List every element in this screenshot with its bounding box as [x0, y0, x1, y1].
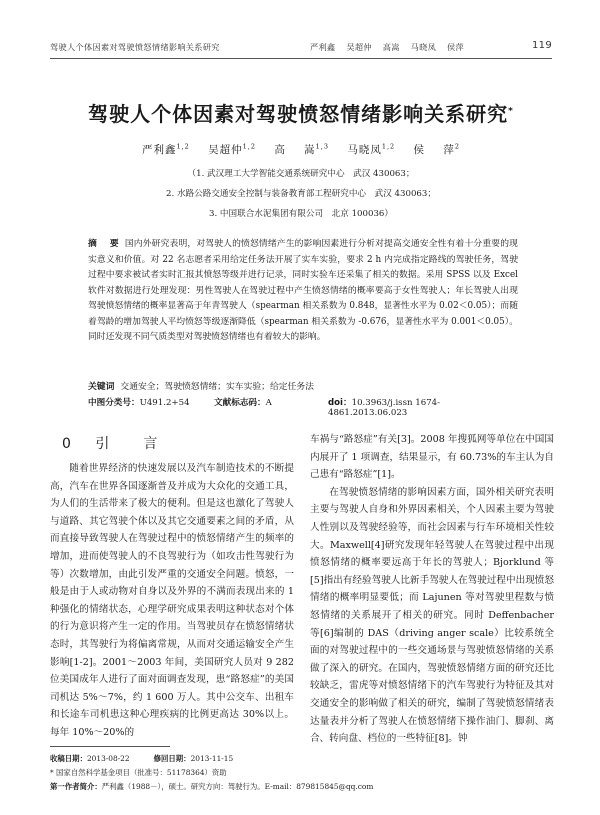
keywords-text: 交通安全；驾驶愤怒情绪；实车实验；给定任务法: [120, 382, 314, 392]
doi: [328, 396, 518, 418]
author-list: [50, 142, 552, 157]
author: [208, 144, 256, 156]
footnote-author: [50, 780, 552, 794]
body-column-right: [310, 431, 554, 748]
doi-label: doi：: [328, 398, 352, 408]
body-paragraph: 随着世界经济的快速发展以及汽车制造技术的不断提高，汽车在世界各国逐渐普及并成为大众化的交通工具，为人们的生活带来了极大的便利。但是这也激化了驾驶人与道路、其它驾驶个体以及其它交通要素之间的矛盾，从而直接导致驾驶人在驾驶过程中的愤怒情绪产生的频率的增加，进而使驾驶人的不良驾驶行为（如攻击性驾驶行为等）次数增加，由此引发严重的交通安全问题。愤怒，一般是由于人或动物对自身以及外界的不满而表现出来的 1 种强化的情绪状态，心理学研究成果表明这种状态对个体的行为意识将产生一定的作用。当驾驶员存在愤怒情绪状态时，其驾驶行为将偏离常规，从而对交通运输安全产生影响[1-2]。2001～2003 年间，美国研究人员对 9 282位美国成年人进行了面对面调查发现，患“路怒症”的美国司机达 5%～7%，约 1 600 万人。其中公交车、出租车和长途车司机患这种心理疾病的比例更高达 30%以上。每年 10%～20%的: [50, 463, 294, 738]
doc-value: A: [265, 398, 272, 408]
author-name: 吴超仲: [208, 144, 243, 156]
author-name: 马晓凤: [347, 144, 382, 156]
body-paragraph: 车祸与“路怒症”有关[3]。2008 年搜狐网等单位在中国国内展开了 1 项调查，结果显示，有 60.73%的车主认为自己患有“路怒症”[1]。: [310, 434, 554, 481]
page-number: 119: [532, 40, 552, 51]
keywords: [88, 379, 518, 392]
footnotes: [50, 752, 552, 794]
received-label: 收稿日期：: [50, 754, 87, 763]
author-affil-mark: 2: [454, 142, 461, 151]
keywords-label: 关键词: [88, 382, 115, 392]
doc-label: 文献标志码：: [214, 398, 266, 408]
paper-title-text: 驾驶人个体因素对驾驶愤怒情绪影响关系研究: [88, 102, 509, 126]
author: [414, 144, 460, 156]
author: [274, 144, 329, 156]
doi-value: 10.3963/j.issn 1674-4861.2013.06.023: [328, 398, 441, 418]
received-date: 2013-08-22: [86, 754, 130, 763]
body-column-left: [50, 460, 294, 742]
footnote-rule: [50, 746, 170, 747]
author-affil-mark: 1,2: [242, 142, 256, 151]
revised-date: 2013-11-15: [190, 754, 234, 763]
author-name: 高 嵩: [274, 144, 316, 156]
section-heading: [62, 433, 167, 453]
clc-value: U491.2+54: [139, 398, 190, 408]
author: [142, 144, 190, 156]
footnote-dates: [50, 752, 552, 766]
author-name: 严利鑫: [141, 144, 177, 156]
section-title: 引 言: [95, 436, 168, 452]
paper-title: [50, 98, 552, 127]
abstract-label: 摘 要: [88, 239, 121, 249]
abstract: [88, 237, 518, 346]
section-number: 0: [62, 436, 81, 452]
affiliation: （1. 武汉理工大学智能交通系统研究中心 武汉 430063；: [187, 169, 415, 179]
running-header-authors: 严利鑫 吴超仲 高嵩 马晓凤 侯萍: [310, 42, 464, 52]
header-rule: [50, 58, 552, 59]
clc-label: 中图分类号：: [88, 398, 140, 408]
author: [347, 144, 395, 156]
title-footnote-mark: *: [508, 106, 514, 117]
author-bio: 严利鑫（1988－），硕士。研究方向：驾驶行为。E-mail：879815845@qq.com: [101, 782, 374, 791]
body-paragraph: 在驾驶愤怒情绪的影响因素方面，国外相关研究表明主要与驾驶人自身和外界因素相关，个人因素主要为驾驶人性别以及驾驶经验等，而社会因素与行车环境相关性较大。Maxwell[4]研究发现年轻驾驶人在驾驶过程中出现愤怒情绪的概率要远高于年长的驾驶人；Bjorklund 等[5]指出有经验驾驶人比新手驾驶人在驾驶过程中出现愤怒情绪的概率明显要低；而 Lajunen 等对驾驶里程数与愤怒情绪的关系展开了相关的研究。同时 Deffenbacher 等[6]编制的 DAS（driving anger scale）比较系统全面的对驾驶过程中的一些交通场景与驾驶愤怒情绪的关系做了深入的研究。在国内，驾驶愤怒情绪方面的研究还比较缺乏，雷虎等对愤怒情绪下的汽车驾驶行为特征及其对交通安全的影响做了相关的研究，编制了驾驶愤怒情绪表达量表并分析了驾驶人在愤怒情绪下操作油门、脚刹、离合、转向盘、档位的一些特征[8]。钟: [310, 486, 554, 745]
footnote-fund: * 国家自然科学基金项目（批准号：51178364）资助: [50, 768, 227, 777]
document-code: [214, 396, 272, 408]
running-header-title: 驾驶人个体因素对驾驶愤怒情绪影响关系研究: [50, 42, 220, 52]
author-bio-label: 第一作者简介：: [50, 782, 102, 791]
author-affil-mark: 1,2: [381, 142, 396, 151]
affiliation: 2. 水路公路交通安全控制与装备教育部工程研究中心 武汉 430063；: [166, 189, 436, 199]
affiliation: 3. 中国联合水泥集团有限公司 北京 100036）: [209, 209, 393, 219]
author-name: 侯 萍: [413, 144, 455, 156]
clc-code: [88, 396, 190, 408]
abstract-text: 国内外研究表明，对驾驶人的愤怒情绪产生的影响因素进行分析对提高交通安全性有着十分重要的现实意义和价值。对 22 名志愿者采用给定任务法开展了实车实验，要求 2 h 内完成指定路线的驾驶任务，驾驶过程中要求被试者实时汇报其愤怒等级并进行记录，同时实验车还采集了相关的数据。采用 SPSS 以及 Excel 软件对数据进行处理发现：男性驾驶人在驾驶过程中产生愤怒情绪的概率要高于女性驾驶人；年长驾驶人出现驾驶愤怒情绪的概率显著高于年青驾驶人（spearman 相关系数为 0.848，显著性水平为 0.02＜0.05）；而随着驾龄的增加驾驶人平均愤怒等级逐渐降低（spearman 相关系数为 -0.676，显著性水平为 0.001＜0.05）。同时还发现不同气质类型对驾驶愤怒情绪也有着较大的影响。: [88, 239, 518, 342]
author-affil-mark: 1,3: [315, 142, 330, 151]
author-affil-mark: 1,2: [176, 142, 190, 151]
revised-label: 修回日期：: [153, 754, 191, 763]
running-header: [50, 40, 552, 54]
